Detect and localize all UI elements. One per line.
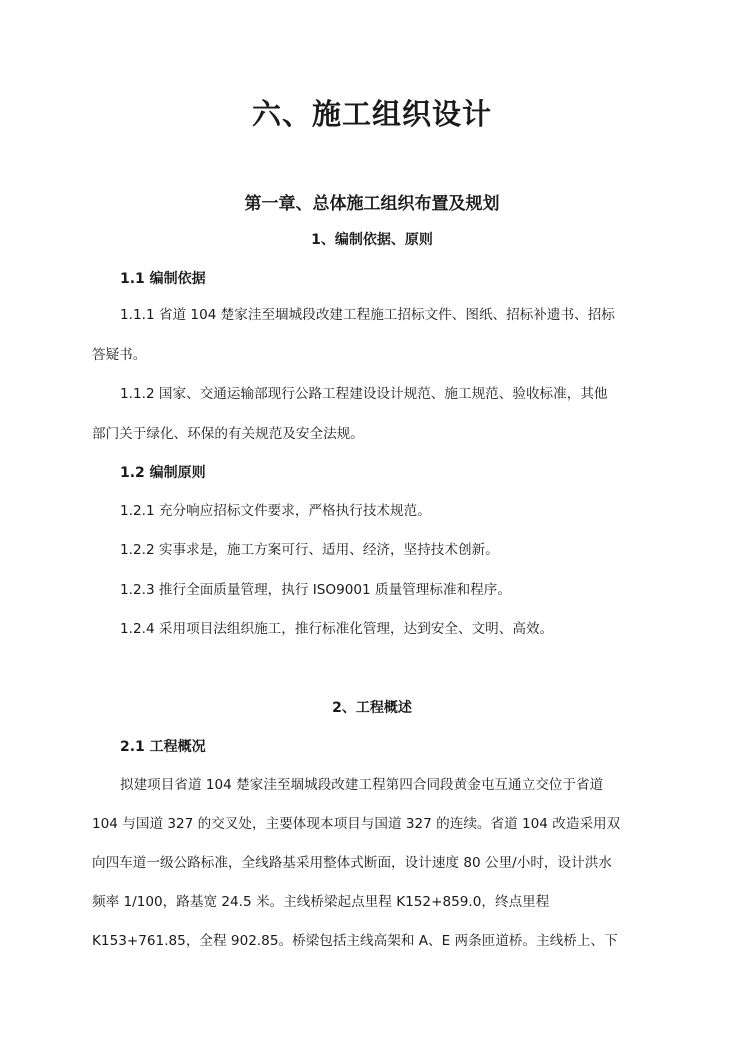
paragraph-2-1-line1: 拟建项目省道 104 楚家洼至堌城段改建工程第四合同段黄金屯互通立交位于省道 [120,777,604,793]
document-title: 六、施工组织设计 [251,97,492,131]
paragraph-1-2-3: 1.2.3 推行全面质量管理，执行 ISO9001 质量管理标准和程序。 [120,582,511,598]
paragraph-1-2-4: 1.2.4 采用项目法组织施工，推行标准化管理，达到安全、文明、高效。 [120,621,554,637]
paragraph-1-1-2-line2: 部门关于绿化、环保的有关规范及安全法规。 [92,426,364,442]
paragraph-1-1-1-line1: 1.1.1 省道 104 楚家洼至堌城段改建工程施工招标文件、图纸、招标补遗书、招标 [120,307,615,323]
paragraph-2-1-line5: K153+761.85，全程 902.85。桥梁包括主线高架和 A、E 两条匝道桥。主线桥上、下 [92,933,618,949]
section-heading-1: 1、编制依据、原则 [311,232,433,248]
paragraph-1-2-2: 1.2.2 实事求是，施工方案可行、适用、经济，坚持技术创新。 [120,542,499,558]
section-heading-2: 2、工程概述 [332,700,412,716]
paragraph-2-1-line4: 频率 1/100，路基宽 24.5 米。主线桥梁起点里程 K152+859.0，终点里程 [92,894,550,910]
paragraph-2-1-line2: 104 与国道 327 的交叉处，主要体现本项目与国道 327 的连续。省道 104 改造采用双 [92,816,621,832]
subsection-heading-1-2: 1.2 编制原则 [120,465,206,481]
subsection-heading-2-1: 2.1 工程概况 [120,739,206,755]
paragraph-1-1-2-line1: 1.1.2 国家、交通运输部现行公路工程建设设计规范、施工规范、验收标准，其他 [120,386,608,402]
chapter-heading: 第一章、总体施工组织布置及规划 [244,194,500,214]
paragraph-1-1-1-line2: 答疑书。 [92,347,147,363]
paragraph-1-2-1: 1.2.1 充分响应招标文件要求，严格执行技术规范。 [120,503,431,519]
paragraph-2-1-line3: 向四车道一级公路标准，全线路基采用整体式断面，设计速度 80 公里/小时，设计洪水 [92,855,612,871]
subsection-heading-1-1: 1.1 编制依据 [120,271,206,287]
